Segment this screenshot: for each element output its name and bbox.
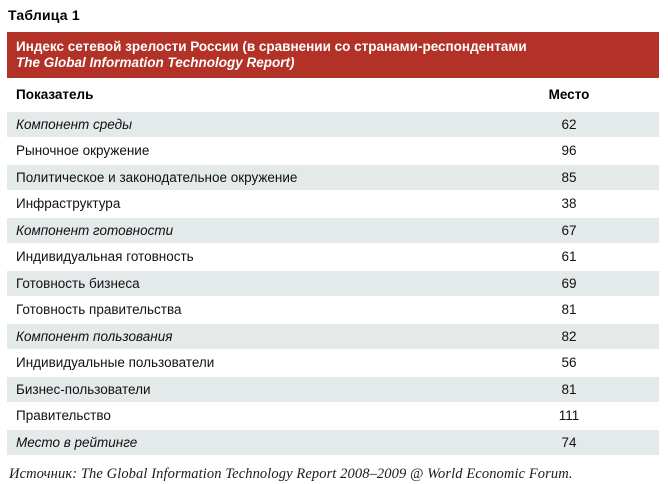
place-cell: 67 bbox=[479, 217, 659, 244]
page bbox=[7, 0, 659, 483]
table-body bbox=[7, 111, 659, 456]
table-row bbox=[7, 191, 659, 218]
indicator-cell: Компонент пользования bbox=[7, 323, 479, 350]
table-row bbox=[7, 138, 659, 165]
table-title-line1: Индекс сетевой зрелости России (в сравнении со странами-респондентами bbox=[16, 39, 527, 54]
table-row bbox=[7, 323, 659, 350]
place-cell: 96 bbox=[561, 143, 577, 159]
table-row bbox=[7, 403, 659, 430]
place-cell: 69 bbox=[479, 270, 659, 297]
indicator-cell: Правительство bbox=[16, 408, 111, 424]
table-row bbox=[7, 376, 659, 403]
place-cell: 85 bbox=[479, 164, 659, 191]
table-header bbox=[7, 78, 659, 111]
indicator-cell: Компонент среды bbox=[7, 111, 479, 138]
indicator-cell: Индивидуальные пользователи bbox=[16, 355, 215, 371]
indicator-cell: Индивидуальная готовность bbox=[16, 249, 194, 265]
indicator-cell: Готовность правительства bbox=[16, 302, 182, 318]
place-cell: 56 bbox=[561, 355, 577, 371]
table-row bbox=[7, 297, 659, 324]
table-row bbox=[7, 244, 659, 271]
place-cell: 62 bbox=[479, 111, 659, 138]
table-row bbox=[7, 164, 659, 191]
source-note: Источник: The Global Information Technology Report 2008–2009 @ World Economic Forum. bbox=[9, 465, 573, 482]
table-row bbox=[7, 217, 659, 244]
table-caption: Таблица 1 bbox=[8, 7, 80, 23]
place-cell: 74 bbox=[479, 429, 659, 456]
place-cell: 61 bbox=[561, 249, 577, 265]
header-row bbox=[7, 78, 659, 111]
indicator-cell: Готовность бизнеса bbox=[7, 270, 479, 297]
indicator-cell: Место в рейтинге bbox=[7, 429, 479, 456]
table-row bbox=[7, 111, 659, 138]
indicator-cell: Инфраструктура bbox=[16, 196, 121, 212]
table-row bbox=[7, 350, 659, 377]
indicator-cell: Политическое и законодательное окружение bbox=[7, 164, 479, 191]
data-table bbox=[7, 78, 659, 457]
place-cell: 111 bbox=[558, 408, 580, 424]
table-title-banner bbox=[7, 32, 659, 78]
table-title-line2: The Global Information Technology Report) bbox=[16, 54, 295, 70]
col-header-place: Место bbox=[548, 87, 590, 102]
indicator-cell: Бизнес-пользователи bbox=[7, 376, 479, 403]
place-cell: 38 bbox=[561, 196, 577, 212]
indicator-cell: Рыночное окружение bbox=[16, 143, 150, 159]
place-cell: 81 bbox=[561, 302, 577, 318]
table-row bbox=[7, 270, 659, 297]
table-row bbox=[7, 429, 659, 456]
indicator-cell: Компонент готовности bbox=[7, 217, 479, 244]
place-cell: 82 bbox=[479, 323, 659, 350]
place-cell: 81 bbox=[479, 376, 659, 403]
col-header-indicator: Показатель bbox=[16, 87, 94, 102]
